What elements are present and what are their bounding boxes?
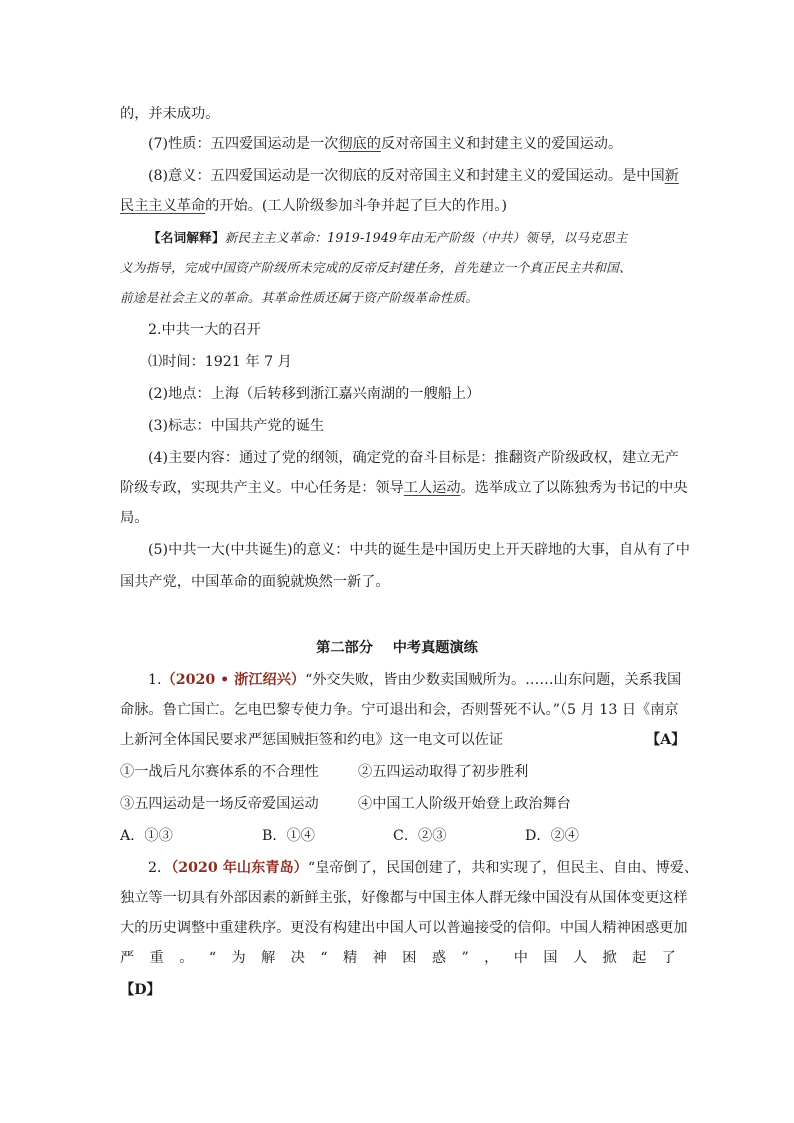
- statement-4: ④中国工人阶级开始登上政治舞台: [358, 796, 571, 812]
- justified-char: 起: [632, 950, 647, 966]
- underlined-term: 彻底的: [338, 136, 381, 152]
- justified-char: 了: [661, 950, 676, 966]
- item-content-cont: 阶级专政，实现共产主义。中心任务是：领导工人运动。选举成立了以陈独秀为书记的中央: [120, 480, 688, 496]
- text-line: 的，并未成功。: [120, 106, 220, 122]
- question-1-cont: 命脉。鲁亡国亡。乞电巴黎专使力争。宁可退出和会，否则誓死不认。”（5 月 13 日《南京: [120, 702, 679, 718]
- question-2-cont: 独立等一切具有外部因素的新鲜主张，好像都与中国主体人群无缘中国没有从国体变更这样: [120, 890, 688, 906]
- justified-char: “: [320, 950, 328, 966]
- term-explanation: 【名词解释】新民主主义革命：1919-1949年由无产阶级（中共）领导，以马克思主: [148, 230, 628, 245]
- item-content-cont: 局。: [120, 510, 149, 526]
- term-explanation-cont: 义为指导，完成中国资产阶级所未完成的反帝反封建任务，首先建立一个真正民主共和国、: [120, 260, 632, 275]
- question-source: （2020 年山东青岛）: [171, 860, 308, 876]
- justified-char: “: [208, 950, 217, 966]
- justified-char: 神: [372, 950, 387, 966]
- statement-2: ②五四运动取得了初步胜利: [358, 764, 529, 780]
- part-title: 第二部分 中考真题演练: [316, 640, 478, 656]
- underlined-term: 新: [664, 168, 679, 184]
- section-heading: 2.中共一大的召开: [148, 322, 261, 338]
- item-significance-cont: 民主主义革命的开始。(工人阶级参加斗争并起了巨大的作用。): [120, 198, 508, 214]
- term-explanation-cont: 前途是社会主义的革命。其革命性质还属于资产阶级革命性质。: [120, 290, 479, 305]
- item-nature: (7)性质：五四爱国运动是一次彻底的反对帝国主义和封建主义的爱国运动。: [148, 136, 623, 152]
- item-meaning: (5)中共一大(中共诞生)的意义：中共的诞生是中国历史上开天辟地的大事，自从有了中: [148, 542, 690, 558]
- justified-char: 国: [543, 950, 558, 966]
- justified-char: 人: [572, 950, 588, 966]
- item-content: (4)主要内容：通过了党的纲领，确定党的奋斗目标是：推翻资产阶级政权，建立无产: [148, 450, 679, 466]
- justified-char: 解: [261, 950, 276, 966]
- justified-char: 困: [402, 950, 417, 966]
- item-time: ⑴时间：1921 年 7 月: [148, 354, 292, 370]
- justified-char: ，: [484, 950, 499, 966]
- statement-1: ①一战后凡尔赛体系的不合理性: [120, 764, 319, 780]
- item-mark: (3)标志：中国共产党的诞生: [148, 418, 325, 434]
- statement-3: ③五四运动是一场反帝爱国运动: [120, 796, 319, 812]
- justified-char: 中: [513, 950, 528, 966]
- justified-char: 严: [120, 950, 135, 966]
- justified-char: ”: [461, 950, 469, 966]
- justified-char: 惑: [431, 950, 447, 966]
- option-a[interactable]: A．①③: [120, 828, 173, 844]
- question-2-cont: 大的历史调整中重建秩序。更没有构建出中国人可以普遍接受的信仰。中国人精神困惑更加: [120, 920, 688, 936]
- question-source: （2020 • 浙江绍兴）: [161, 672, 306, 688]
- item-place: (2)地点：上海（后转移到浙江嘉兴南湖的一艘船上）: [148, 386, 481, 402]
- question-1-cont: 上新河全体国民要求严惩国贼拒签和约电》这一电文可以佐证: [120, 732, 504, 748]
- underlined-term: 工人运动: [403, 480, 461, 496]
- answer-label: 【A】: [646, 732, 686, 748]
- underlined-term: 民主主义革命: [120, 198, 206, 214]
- justified-char: 精: [343, 950, 358, 966]
- item-meaning-cont: 国共产党，中国革命的面貌就焕然一新了。: [120, 574, 390, 590]
- justified-char: 重: [149, 950, 164, 966]
- question-2-justified-line: [120, 948, 676, 968]
- option-c[interactable]: C．②③: [393, 828, 447, 844]
- justified-char: 决: [290, 950, 305, 966]
- justified-char: 掀: [602, 950, 617, 966]
- option-d[interactable]: D．②④: [525, 828, 579, 844]
- option-b[interactable]: B．①④: [262, 828, 315, 844]
- justified-char: 为: [231, 950, 246, 966]
- answer-label: 【D】: [120, 982, 161, 998]
- question-1: 1.（2020 • 浙江绍兴）“外交失败，皆由少数卖国贼所为。……山东问题，关系我国: [148, 672, 682, 688]
- question-2: 2．（2020 年山东青岛）“皇帝倒了，民国创建了，共和实现了，但民主、自由、博爱、: [148, 860, 699, 876]
- item-significance: (8)意义：五四爱国运动是一次彻底的反对帝国主义和封建主义的爱国运动。是中国新: [148, 168, 679, 184]
- justified-char: 。: [179, 950, 194, 966]
